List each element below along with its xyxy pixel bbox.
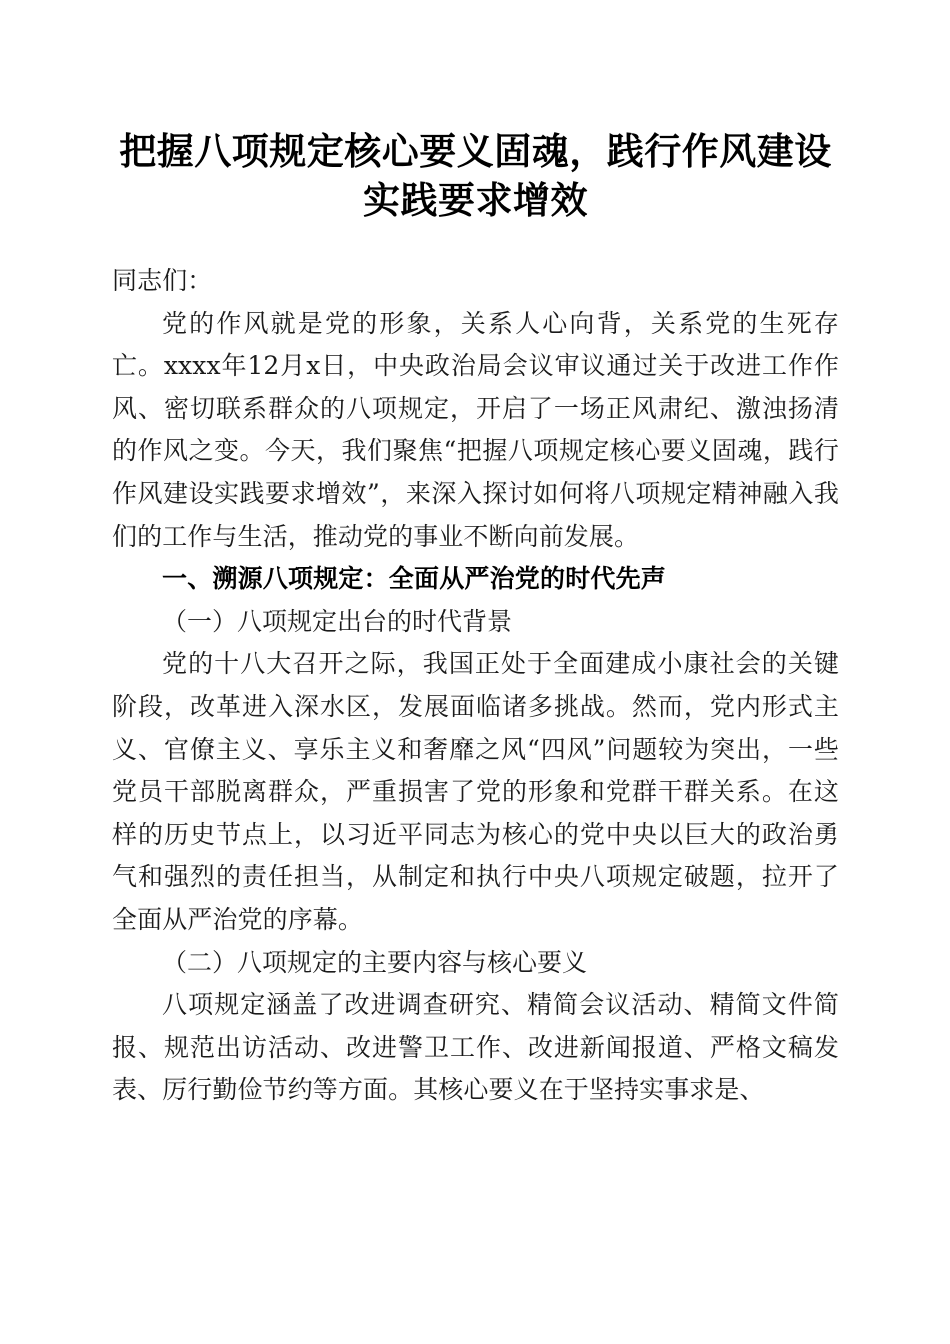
heading-sub-1-1: （一）八项规定出台的时代背景: [162, 606, 513, 636]
document-body: [112, 260, 839, 1112]
salutation: 同志们：: [112, 266, 213, 295]
document-content: [112, 0, 839, 1112]
paragraph-1-2: 八项规定涵盖了改进调查研究、精简会议活动、精简文件简报、规范出访活动、改进警卫工作、改进新闻报道、严格文稿发表、厉行勤俭节约等方面。其核心要义在于坚持实事求是、: [112, 990, 839, 1105]
paragraph-1-1: 党的十八大召开之际，我国正处于全面建成小康社会的关键阶段，改革进入深水区，发展面临诸多挑战。然而，党内形式主义、官僚主义、享乐主义和奢靡之风“四风”问题较为突出，一些党员干部脱离群众，严重损害了党的形象和党群干群关系。在这样的历史节点上，以习近平同志为核心的党中央以巨大的政治勇气和强烈的责任担当，从制定和执行中央八项规定破题，拉开了全面从严治党的序幕。: [112, 649, 839, 934]
opening-paragraph: 党的作风就是党的形象，关系人心向背，关系党的生死存亡。xxxx年12月x日，中央政治局会议审议通过关于改进工作作风、密切联系群众的八项规定，开启了一场正风肃纪、激浊扬清的作风之变。今天，我们聚焦“把握八项规定核心要义固魂，践行作风建设实践要求增效”，来深入探讨如何将八项规定精神融入我们的工作与生活，推动党的事业不断向前发展。: [112, 308, 839, 551]
heading-sub-1-2: （二）八项规定的主要内容与核心要义: [162, 947, 588, 977]
document-title: 把握八项规定核心要义固魂，践行作风建设实践要求增效: [119, 132, 832, 222]
heading-section-1: 一、溯源八项规定：全面从严治党的时代先声: [162, 565, 667, 594]
